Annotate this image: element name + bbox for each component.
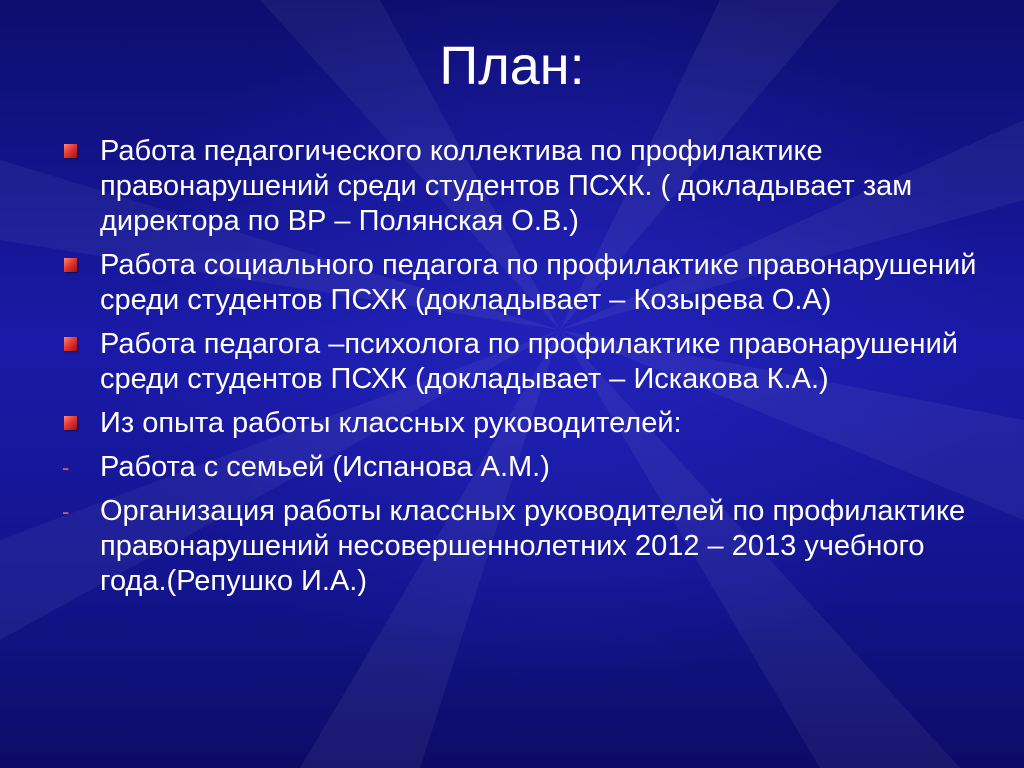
list-item <box>60 450 990 485</box>
slide-title: План: <box>439 36 585 96</box>
dash-bullet-icon: - <box>62 455 70 480</box>
list-item <box>60 248 990 318</box>
square-bullet-icon <box>64 416 77 430</box>
list-item <box>60 134 990 239</box>
list-item-text: Из опыта работы классных руководителей: <box>100 407 682 439</box>
list-item <box>60 406 990 441</box>
square-bullet-icon <box>64 337 77 351</box>
dash-bullet-icon: - <box>62 499 70 524</box>
list-item-text: Работа педагога –психолога по профилактике правонарушений среди студентов ПСХК (докладывает – Искакова К.А.) <box>100 328 958 395</box>
square-bullet-icon <box>64 258 77 272</box>
list-item <box>60 327 990 397</box>
list-item-text: Работа с семьей (Испанова А.М.) <box>100 451 550 483</box>
list-item <box>60 494 990 599</box>
list-item-text: Работа педагогического коллектива по профилактике правонарушений среди студентов ПСХК. ( докладывает зам директора по ВР – Полянская О.В.) <box>100 135 913 237</box>
list-item-text: Организация работы классных руководителей по профилактике правонарушений несовершеннолетних 2012 – 2013 учебного года.(Репушко И.А.) <box>100 495 966 597</box>
square-bullet-icon <box>64 144 77 158</box>
list-item-text: Работа социального педагога по профилактике правонарушений среди студентов ПСХК (докладывает – Козырева О.А) <box>100 249 977 316</box>
bullet-list <box>60 134 990 608</box>
